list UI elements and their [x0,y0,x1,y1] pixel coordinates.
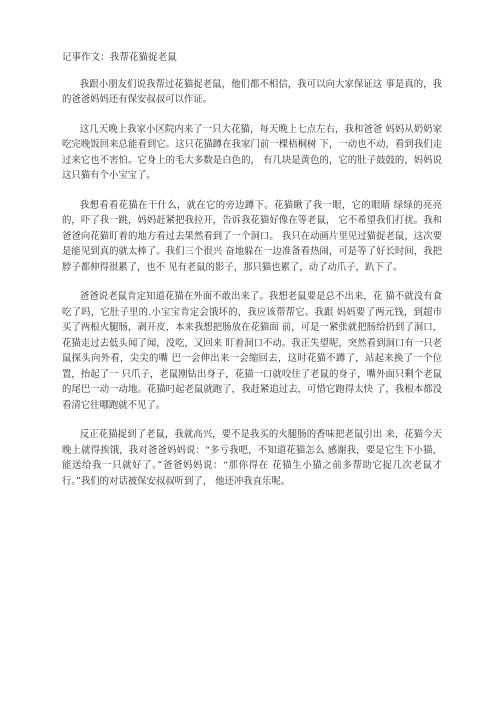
paragraph-4: 爸爸说老鼠肯定知道花猫在外面不敢出来了。我想老鼠要是总不出来，花 猫不就没有食吃了吗，它肚子里的.小宝宝肯定会饿坏的，我应该帮帮它。我跟 妈妈要了两元钱，到超市买了两根火腿肠，剥开皮，本来我想把肠放在花猫面 前，可是一紧张就把肠给扔到了洞口，花猫走过去低头闻了闻，没吃，又回来 盯着洞口不动。我正失望呢，突然看到洞口有一只老鼠探头向外看，尖尖的嘴 巴一会伸出来一会缩回去，这时花猫不蹲了，站起来换了一个位置，抬起了一 只爪子，老鼠刚钻出身子，花猫一口就咬住了老鼠的身子，嘴外面只剩个老鼠 的尾巴一动一动地。花猫叼起老鼠就跑了，我赶紧追过去，可惜它跑得太快 了，我根本都没看清它往哪跑就不见了。 [62,291,442,411]
paragraph-3: 我想看看花猫在干什么，就在它的旁边蹲下。花猫瞅了我一眼，它的眼睛 绿绿的亮亮的，吓了我一跳，妈妈赶紧把我拉开，告诉我花猫好像在等老鼠， 它不希望我们打扰。我和爸爸向花猫盯着的地方看过去果然看到了一个洞口。 我只在动画片里见过猫捉老鼠，这次要是能见到真的就太棒了。我们三个很兴 奋地躲在一边准备看热闹，可是等了好长时间，我把脖子都伸得很累了，也不 见有老鼠的影子，那只猫也累了，动了动爪子，趴下了。 [62,199,442,273]
paragraph-5: 反正花猫捉到了老鼠，我就高兴，要不是我买的火腿肠的香味把老鼠引出 来，花猫今天晚上就得挨饿，我对爸爸妈妈说：“多亏我吧，不知道花猫怎么 感谢我，要是它生下小猫，能送给我一只就好了。”爸爸妈妈说：“那你得在 花猫生小猫之前多帮助它捉几次老鼠才行。”我们的对话被保安叔叔听到了， 他还冲我直乐呢。 [62,429,442,487]
paragraph-2: 这几天晚上我家小区院内来了一只大花猫，每天晚上七点左右，我和爸爸 妈妈从奶奶家吃完晚饭回来总能看到它。这只花猫蹲在我家门前一棵梧桐树 下，一动也不动，看到我们走过来它也不害怕。它身上的毛大多数是白色的， 有几块是黄色的，它的肚子鼓鼓的，妈妈说这只猫有个小宝宝了。 [62,123,442,181]
document-body [62,50,442,503]
document-title: 记事作文：我帮花猫捉老鼠 [62,52,177,63]
paragraph-1: 我跟小朋友们说我帮过花猫捉老鼠，他们都不相信，我可以向大家保证这 事是真的，我的爸爸妈妈还有保安叔叔可以作证。 [62,78,442,105]
